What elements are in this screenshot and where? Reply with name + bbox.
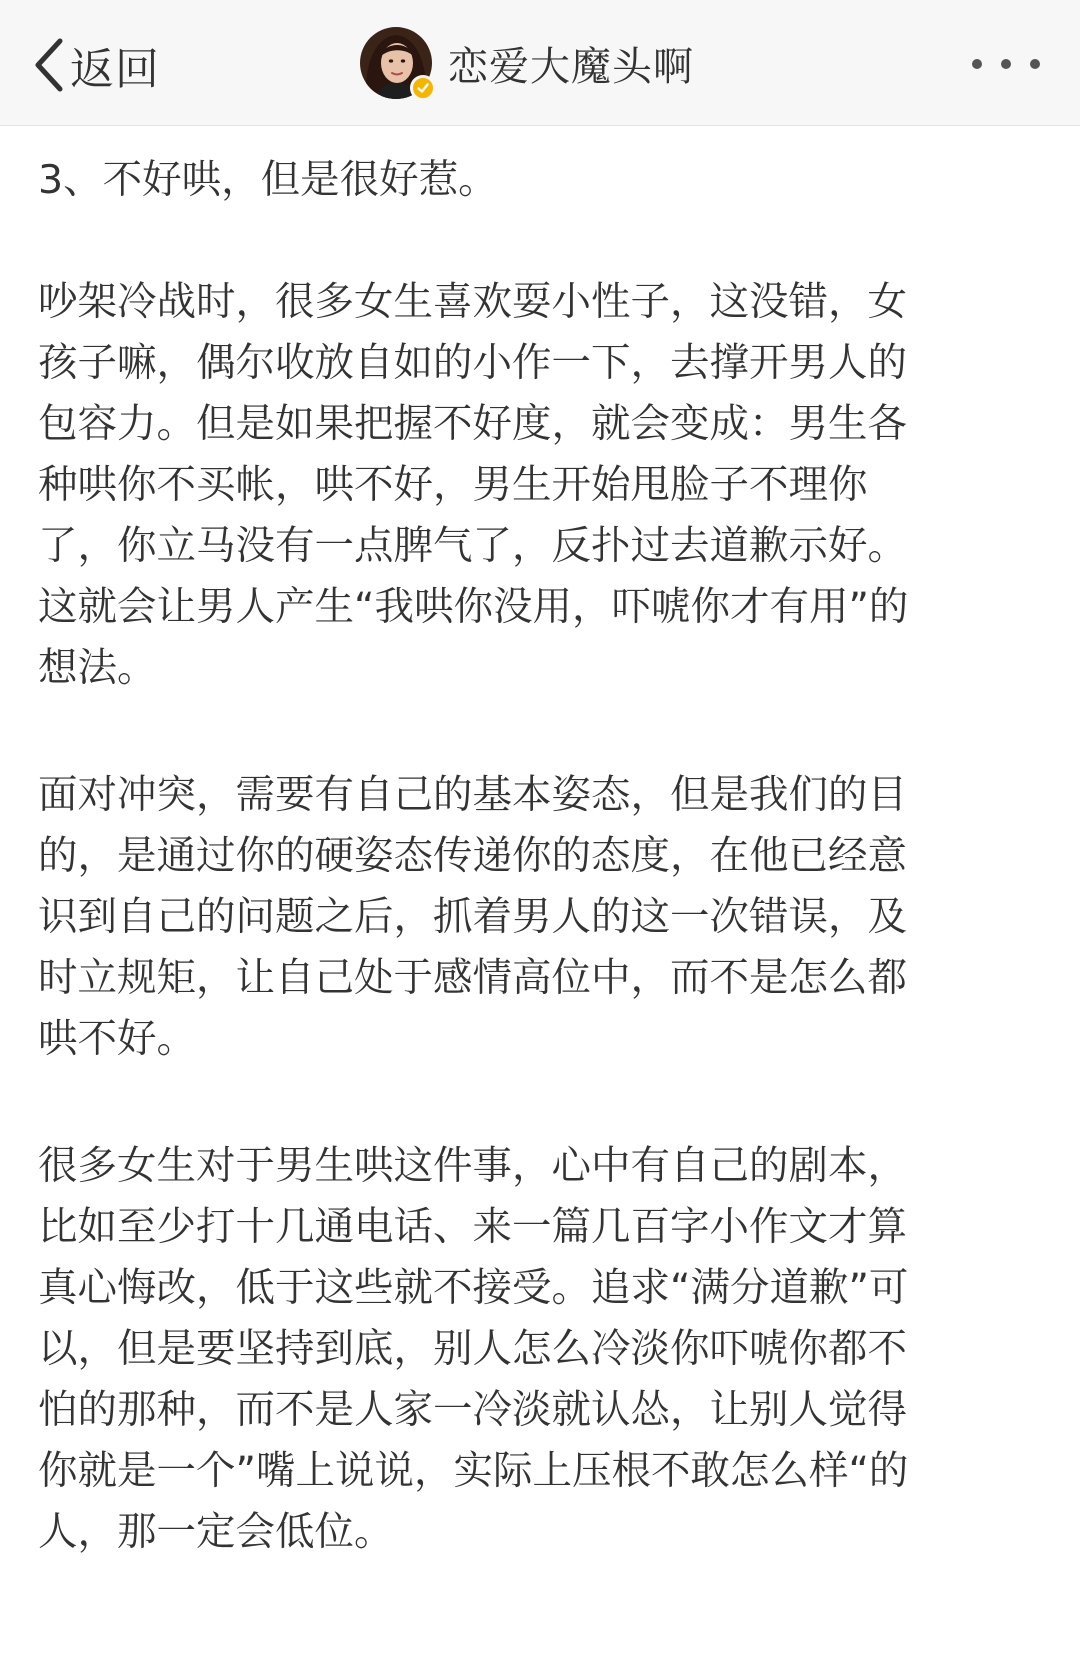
back-label: 返回 xyxy=(70,44,160,95)
more-dot xyxy=(1030,59,1040,69)
post-paragraph: 面对冲突，需要有自己的基本姿态，但是我们的目 的，是通过你的硬姿态传递你的态度，在他已经意 识到自己的问题之后，抓着男人的这一次错误，及 时立规矩，让自己处于感情高位中，而不是怎么都 哄不好。 xyxy=(38,772,907,1062)
more-options-button[interactable] xyxy=(972,44,1040,84)
post-content xyxy=(38,150,1048,1563)
back-button[interactable] xyxy=(30,30,160,100)
post-heading: 3、不好哄，但是很好惹。 xyxy=(38,157,498,203)
more-dot xyxy=(972,59,982,69)
paragraph-gap xyxy=(38,211,1048,272)
more-dot xyxy=(1001,59,1011,69)
author-nickname[interactable]: 恋爱大魔头啊 xyxy=(448,43,694,90)
profile-header[interactable] xyxy=(360,26,694,100)
post-paragraph: 很多女生对于男生哄这件事，心中有自己的剧本， 比如至少打十几通电话、来一篇几百字小作文才算 真心悔改，低于这些就不接受。追求“满分道歉”可 以，但是要坚持到底，别人怎么冷淡你吓唬你都不 怕的那种，而不是人家一冷淡就认怂，让别人觉得 你就是一个”嘴上说说，实际上压根不敢怎么样“的 人，那一定会低位。 xyxy=(38,1143,909,1555)
paragraph-gap xyxy=(38,1070,1048,1136)
chevron-left-icon xyxy=(30,35,68,95)
avatar[interactable] xyxy=(360,27,432,99)
verified-badge-icon xyxy=(410,75,436,101)
paragraph-gap xyxy=(38,699,1048,765)
post-paragraph: 吵架冷战时，很多女生喜欢耍小性子，这没错，女 孩子嘛，偶尔收放自如的小作一下，去撑开男人的 包容力。但是如果把握不好度，就会变成：男生各 种哄你不买帐，哄不好，男生开始甩脸子不理你 了，你立马没有一点脾气了，反扑过去道歉示好。 这就会让男人产生“我哄你没用，吓唬你才有用”的 想法。 xyxy=(38,279,909,691)
navigation-bar xyxy=(0,0,1080,126)
